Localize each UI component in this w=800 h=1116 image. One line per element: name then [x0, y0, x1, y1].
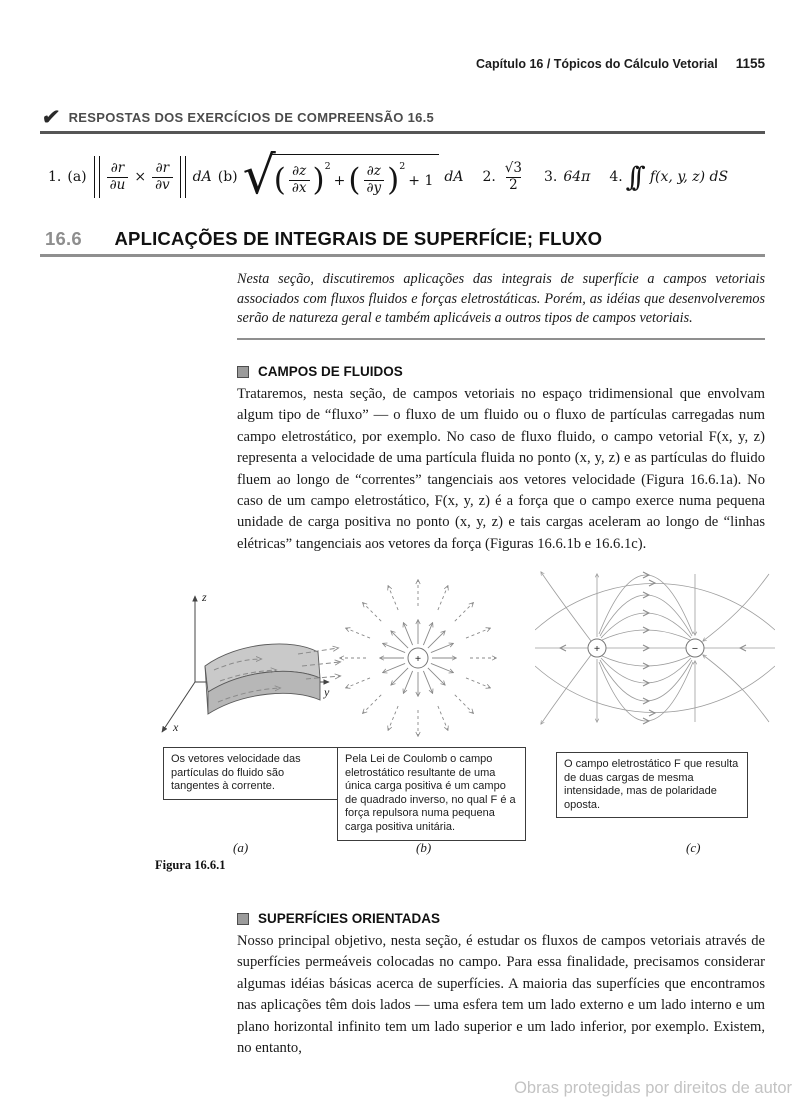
- z-axis-label: z: [202, 590, 207, 604]
- fraction-denominator: ∂y: [364, 180, 385, 197]
- answer-3-value: 64π: [563, 169, 591, 185]
- caption-box-a: Os vetores velocidade das partículas do fluido são tangentes à corrente.: [163, 747, 338, 800]
- fraction-denominator: ∂v: [152, 177, 173, 194]
- double-integral-sign: ∫∫: [625, 161, 638, 193]
- y-axis-label: y: [324, 685, 330, 699]
- oriented-surfaces-paragraph: Nosso principal objetivo, nesta seção, é estudar os fluxos de campos vetoriais através de superfícies permeáveis colocadas no campo. Para essa finalidade, precisamos considerar algumas idéias básicas acerca de superfícies. A maioria das superfícies que encontramos nas aplicações têm dois lados — uma esfera tem um lado externo e um lado interno e um plano horizontal infinito tem um lado superior e um lado inferior, por exemplo. Existem, no entanto,: [237, 933, 765, 1057]
- checkmark-icon: ✔: [40, 105, 62, 129]
- exponent: 2: [399, 161, 406, 172]
- fluid-fields-heading: [237, 364, 403, 379]
- figure-a-label: (a): [233, 840, 249, 855]
- curved-slab: [205, 644, 320, 714]
- plus-one: + 1: [408, 172, 434, 189]
- close-paren: ): [387, 161, 400, 198]
- section-number: 16.6: [45, 228, 82, 249]
- intro-divider: [237, 338, 765, 340]
- open-paren: (: [348, 161, 361, 198]
- answer-1-number: 1.: [48, 169, 62, 185]
- fraction-dr-dv: [152, 161, 173, 193]
- exponent: 2: [324, 161, 331, 172]
- fraction-numerator: ∂z: [292, 163, 307, 180]
- section-divider: [40, 254, 765, 257]
- fluid-fields-paragraph: Trataremos, nesta seção, de campos vetoriais no espaço tridimensional que envolvam algum tipo de “fluxo” — o fluxo de um fluido ou o fluxo de partículas carregadas num campo eletrostático, por exemplo. No caso de fluxo fluido, o campo vetorial F(x, y, z) representa a velocidade de uma partícula fluida no ponto (x, y, z) e as partículas do fluido fluem ao longo de “correntes” tangenciais aos vetores velocidade (Figura 16.6.1a). No caso de um campo eletrostático, F(x, y, z) é a força que o campo exerce numa pequena unidade de carga positiva no ponto (x, y, z) e tais cargas aceleram ao longo de “linhas elétricas” tangenciais aos vetores da força (Figuras 16.6.1b e 16.6.1c).: [237, 386, 765, 552]
- answers-math-line: [45, 146, 765, 208]
- fraction-denominator: ∂x: [289, 180, 310, 197]
- radical-sign: √: [242, 145, 276, 206]
- section-title: APLICAÇÕES DE INTEGRAIS DE SUPERFÍCIE; FLUXO: [114, 228, 603, 249]
- page-number: 1155: [735, 56, 765, 71]
- figure-c-dipole-field: [535, 568, 775, 748]
- close-paren: ): [312, 161, 325, 198]
- area-element: dA: [192, 169, 212, 185]
- chapter-header: Capítulo 16 / Tópicos do Cálculo Vetorial: [475, 57, 718, 71]
- figure-c-label: (c): [686, 840, 701, 855]
- answer-2-number: 2.: [482, 169, 496, 185]
- oriented-surfaces-heading: [237, 911, 440, 926]
- fluid-fields-heading-label: CAMPOS DE FLUIDOS: [258, 364, 403, 379]
- radicand: [270, 154, 440, 204]
- fraction-denominator: 2: [506, 177, 521, 194]
- answer-1a-label: (a): [67, 169, 87, 185]
- fraction-denominator: ∂u: [107, 177, 129, 194]
- fraction-numerator: √3: [504, 159, 522, 176]
- area-element: dA: [444, 169, 464, 185]
- plus-charge-label: +: [593, 643, 601, 655]
- answer-1b-label: (b): [217, 169, 238, 185]
- answer-4-number: 4.: [609, 169, 623, 185]
- radical-expression: [242, 145, 440, 206]
- caption-box-b: Pela Lei de Coulomb o campo eletrostático resultante de uma única carga positiva é um campo de quadrado inverso, no qual F é a força repulsora numa pequena carga positiva unitária.: [337, 747, 526, 841]
- answers-title: RESPOSTAS DOS EXERCÍCIOS DE COMPREENSÃO 16.5: [68, 110, 435, 125]
- figure-caption: Figura 16.6.1: [155, 858, 226, 872]
- fraction-numerator: ∂r: [110, 159, 125, 176]
- minus-charge-label: −: [691, 643, 699, 655]
- answer-3-number: 3.: [544, 169, 558, 185]
- fraction-dr-du: [107, 161, 129, 193]
- answers-header: [42, 107, 434, 128]
- fraction-dz-dx: [289, 164, 310, 196]
- plus-charge-label: +: [414, 653, 422, 665]
- caption-box-c: O campo eletrostático F que resulta de duas cargas de mesma intensidade, mas de polaridade oposta.: [556, 752, 748, 818]
- fraction-dz-dy: [364, 164, 385, 196]
- fraction-numerator: ∂r: [155, 159, 170, 176]
- section-intro: Nesta seção, discutiremos aplicações das integrais de superfície a campos vetoriais associados com fluxos fluidos e forças eletrostáticas. Porém, as idéias que desenvolveremos serão de natureza geral e também aplicáveis a outros tipos de campos vetoriais.: [237, 271, 765, 327]
- oriented-surfaces-heading-label: SUPERFÍCIES ORIENTADAS: [258, 911, 441, 926]
- fraction-sqrt3-2: [502, 161, 525, 193]
- answer-4-value: f(x, y, z) dS: [649, 169, 729, 185]
- square-bullet-icon: [237, 913, 249, 925]
- norm-bar-right: [180, 156, 186, 198]
- section-heading: [45, 228, 602, 250]
- copyright-watermark: Obras protegidas por direitos de autor: [514, 1079, 792, 1097]
- fraction-numerator: ∂z: [366, 163, 381, 180]
- page-header: [476, 56, 765, 71]
- figure-a-fluid-flow-diagram: [148, 582, 343, 747]
- norm-bar-left: [94, 156, 100, 198]
- x-axis-label: x: [173, 720, 179, 734]
- open-paren: (: [273, 161, 286, 198]
- figure-b-label: (b): [416, 840, 432, 855]
- answers-divider: [40, 131, 765, 134]
- square-bullet-icon: [237, 366, 249, 378]
- figure-b-point-charge-field: [328, 572, 513, 747]
- plus-sign: +: [333, 172, 346, 189]
- cross-product-sign: ×: [134, 169, 147, 185]
